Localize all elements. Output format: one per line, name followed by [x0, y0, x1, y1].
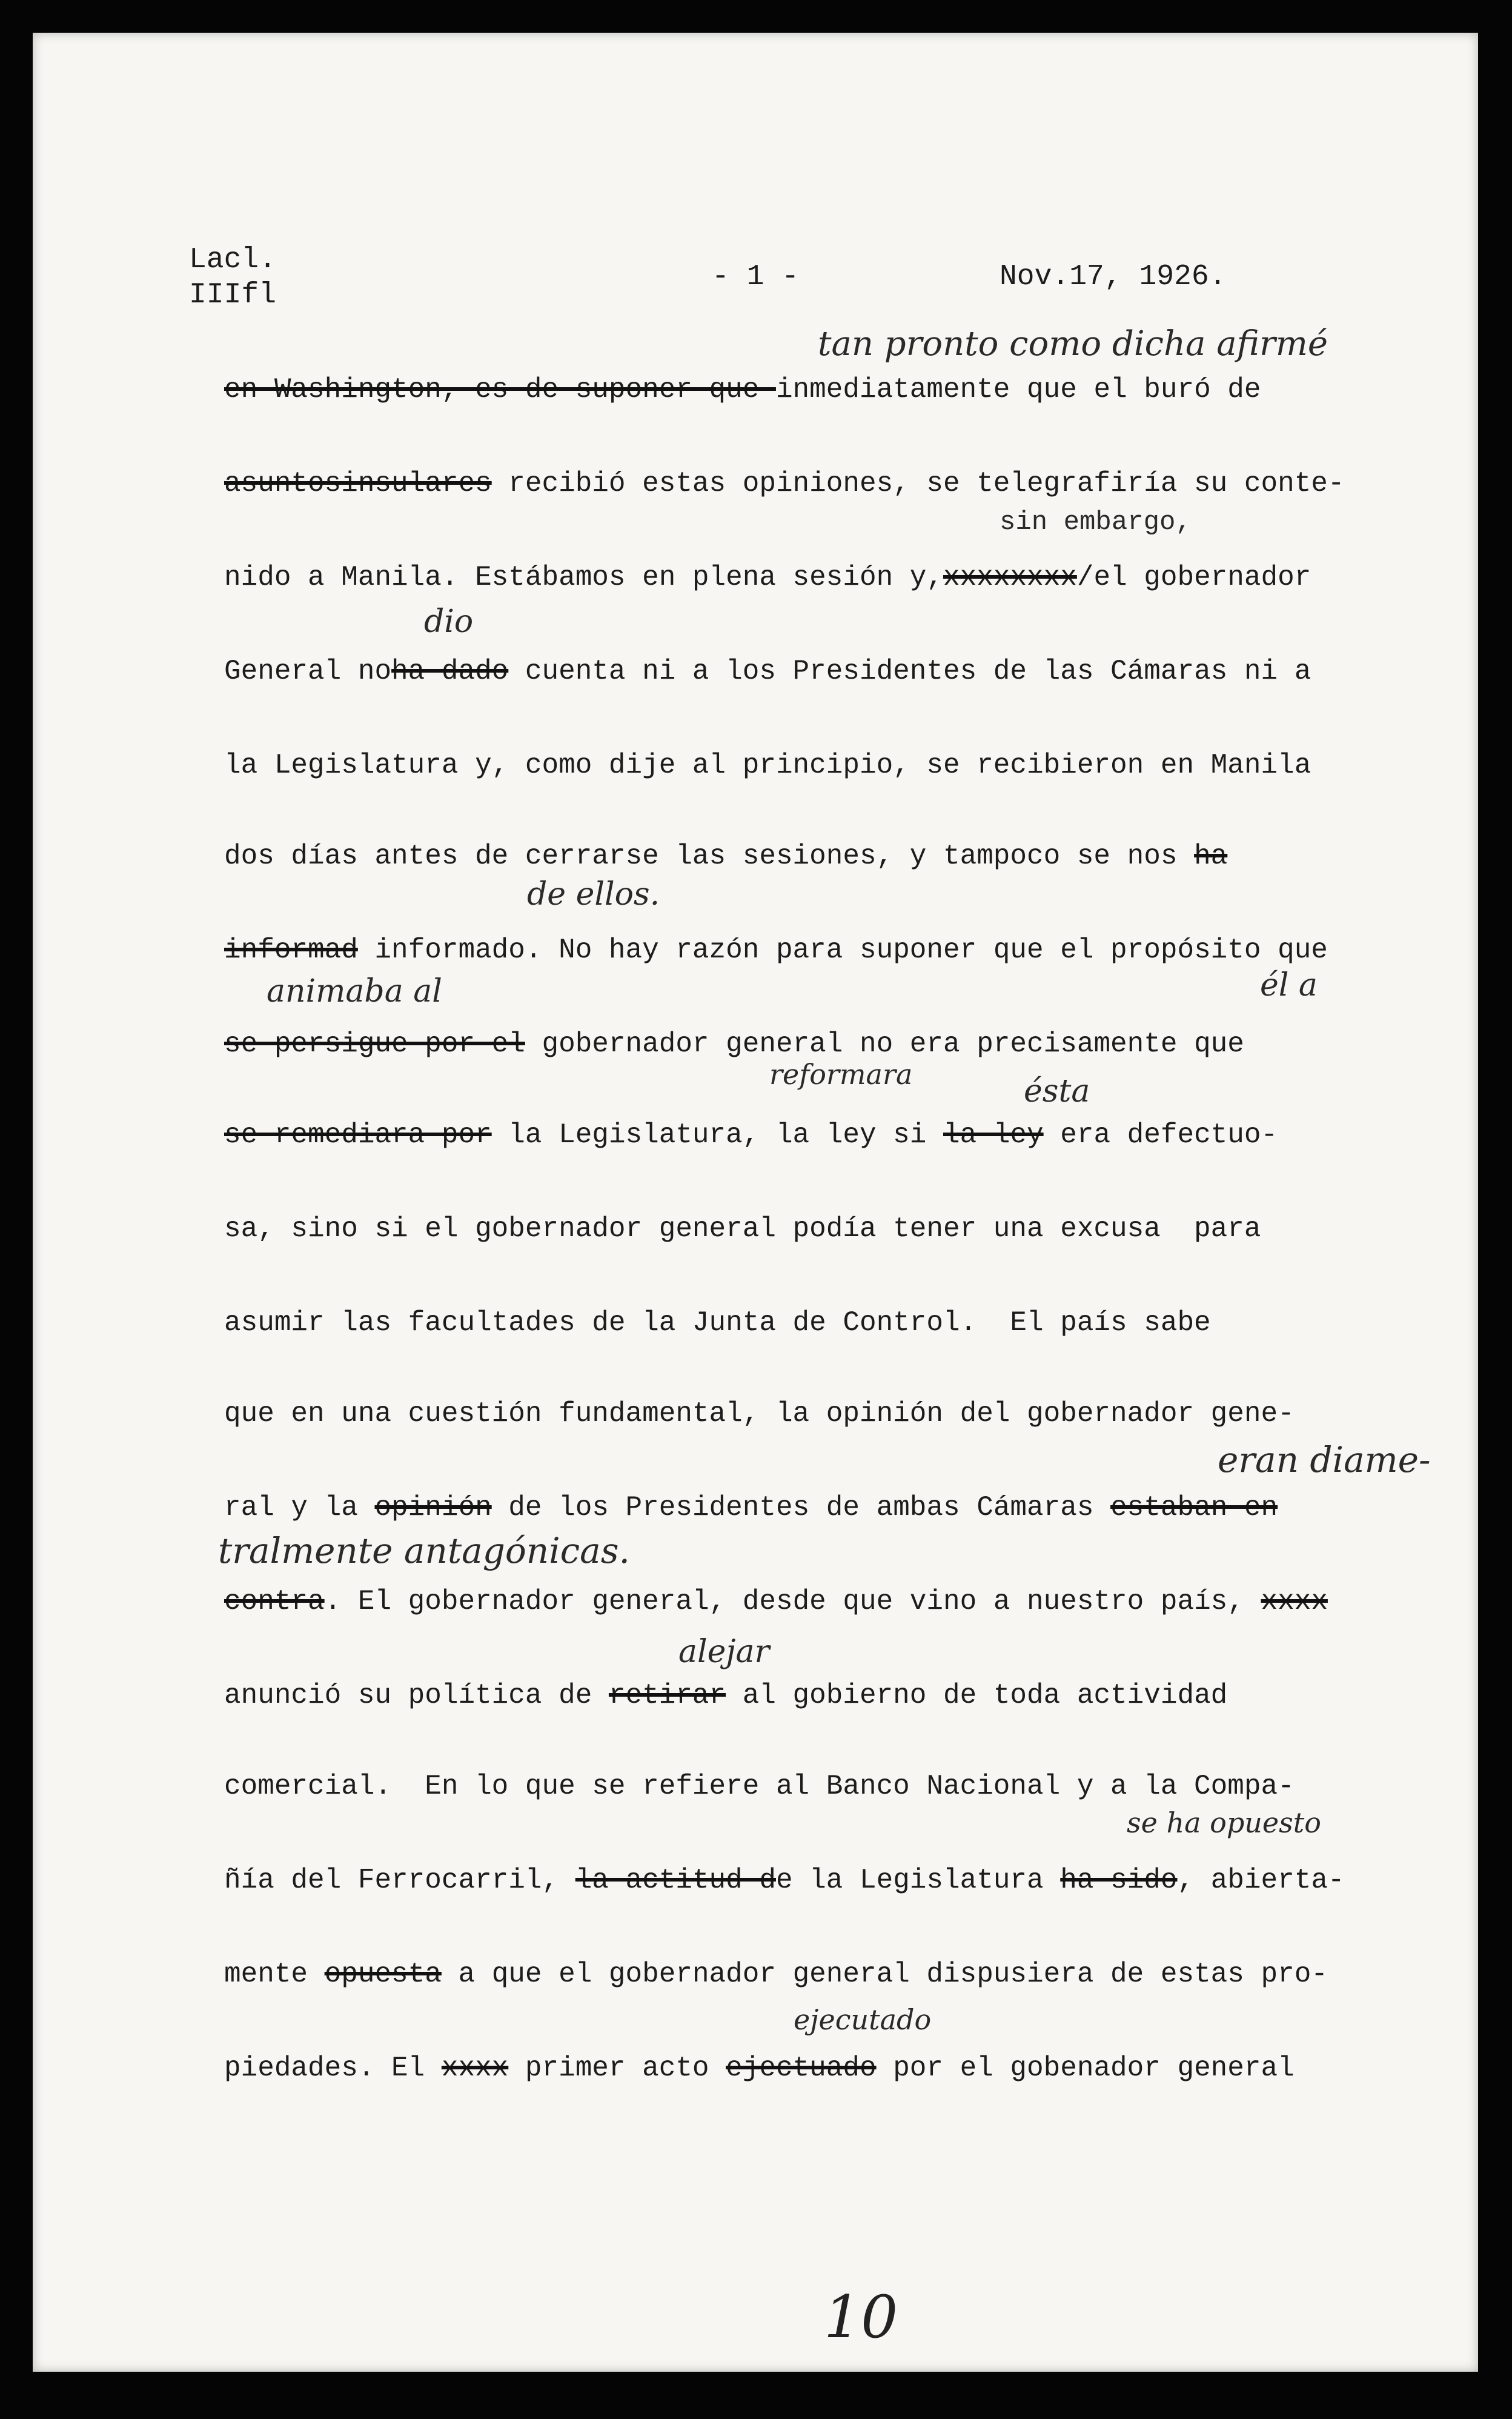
line-text: primer acto [508, 2052, 726, 2084]
text-line: sa, sino si el gobernador general podía tener una excusa para [224, 1213, 1261, 1245]
handwritten-note: de ellos. [527, 876, 660, 913]
line-text: piedades. El [224, 2052, 442, 2084]
handwritten-note: tralmente antagónicas. [218, 1530, 630, 1571]
text-line [224, 470, 1424, 497]
struck-text: xxxx [1261, 1586, 1328, 1617]
struck-text: ha dado [391, 656, 509, 687]
text-line [224, 1960, 1424, 1988]
text-line: la Legislatura y, como dije al principio, se recibieron en Manila [224, 750, 1311, 781]
reference-line-2: IIIfl [189, 279, 277, 311]
line-text: mente [224, 1958, 325, 1990]
struck-text: se remediara por [224, 1119, 492, 1151]
struck-text: ejectuado [726, 2052, 877, 2084]
line-text: cuenta ni a los Presidentes de las Cámaras ni a [508, 656, 1311, 687]
line-text: , abierta- [1177, 1865, 1345, 1896]
struck-text: opuesta [324, 1958, 442, 1990]
line-text: recibió estas opiniones, se telegrafiría su conte- [491, 468, 1345, 499]
text-line: asumir las facultades de la Junta de Control. El país sabe [224, 1307, 1211, 1339]
text-line [224, 564, 1424, 591]
struck-text: xxxxxxxx [943, 562, 1077, 593]
handwritten-note: ésta [1024, 1073, 1090, 1110]
text-line [224, 657, 1424, 685]
line-text: e la Legislatura [775, 1865, 1061, 1896]
struck-text: asuntosinsulares [224, 468, 492, 499]
handwritten-note: eran diame- [1218, 1439, 1431, 1480]
struck-text: en Washington, es de suponer que [224, 374, 776, 405]
document-date: Nov.17, 1926. [1000, 261, 1227, 293]
text-line [224, 376, 1424, 404]
handwritten-note: alejar [678, 1634, 770, 1670]
line-text: dos días antes de cerrarse las sesiones, y tampoco se nos [224, 840, 1195, 872]
struck-text: informad [224, 934, 358, 966]
text-line [224, 2054, 1424, 2082]
text-line [224, 1866, 1424, 1894]
page-number: 10 [824, 2283, 898, 2351]
struck-text: se persigue por el [224, 1028, 525, 1060]
text-line: comercial. En lo que se refiere al Banco Nacional y a la Compa- [224, 1771, 1295, 1802]
text-line [224, 1494, 1424, 1522]
page-marker: - 1 - [712, 261, 800, 293]
struck-text: la actitud d [575, 1865, 776, 1896]
struck-text: retirar [608, 1680, 726, 1711]
handwritten-note: dio [424, 604, 474, 640]
struck-text: xxxx [441, 2052, 509, 2084]
reference-line-1: Lacl. [189, 244, 277, 276]
line-text: anunció su política de [224, 1680, 609, 1711]
line-text: General no [224, 656, 392, 687]
text-line [224, 1588, 1424, 1615]
struck-text: ha [1194, 840, 1228, 872]
text-line [224, 842, 1424, 870]
text-line [224, 1121, 1424, 1149]
handwritten-note: reformara [769, 1058, 913, 1091]
text-line [224, 1682, 1424, 1709]
handwritten-note: ejecutado [794, 2003, 932, 2036]
line-text: informado. No hay razón para suponer que el propósito que [357, 934, 1328, 966]
typed-insertion: sin embargo, [1000, 507, 1192, 537]
line-text: . El gobernador general, desde que vino a nuestro país, [324, 1586, 1261, 1617]
line-text: de los Presidentes de ambas Cámaras [491, 1492, 1111, 1523]
line-text: por el gobenador general [876, 2052, 1295, 2084]
struck-text: estaban en [1110, 1492, 1278, 1523]
line-text: nido a Manila. Estábamos en plena sesión y, [224, 562, 943, 593]
struck-text: ha sido [1060, 1865, 1178, 1896]
text-line: que en una cuestión fundamental, la opinión del gobernador gene- [224, 1398, 1295, 1429]
line-text: al gobierno de toda actividad [726, 1680, 1228, 1711]
line-text: /el gobernador [1076, 562, 1311, 593]
struck-text: opinión [374, 1492, 492, 1523]
line-text: a que el gobernador general dispusiera de estas pro- [441, 1958, 1328, 1990]
line-text: inmediatamente que el buró de [775, 374, 1261, 405]
line-text: ñía del Ferrocarril, [224, 1865, 575, 1896]
text-line [224, 936, 1424, 964]
line-text: gobernador general no era precisamente que [525, 1028, 1244, 1060]
handwritten-note: tan pronto como dicha afirmé [818, 324, 1328, 364]
struck-text: contra [224, 1586, 325, 1617]
handwritten-note: él a [1260, 967, 1318, 1003]
line-text: la Legislatura, la ley si [491, 1119, 943, 1151]
handwritten-note: animaba al [267, 973, 442, 1010]
document-reference [189, 242, 276, 313]
struck-text: la ley [943, 1119, 1044, 1151]
line-text: ral y la [224, 1492, 375, 1523]
line-text: era defectuo- [1043, 1119, 1278, 1151]
handwritten-note: se ha opuesto [1127, 1806, 1321, 1839]
text-line [224, 1030, 1424, 1058]
